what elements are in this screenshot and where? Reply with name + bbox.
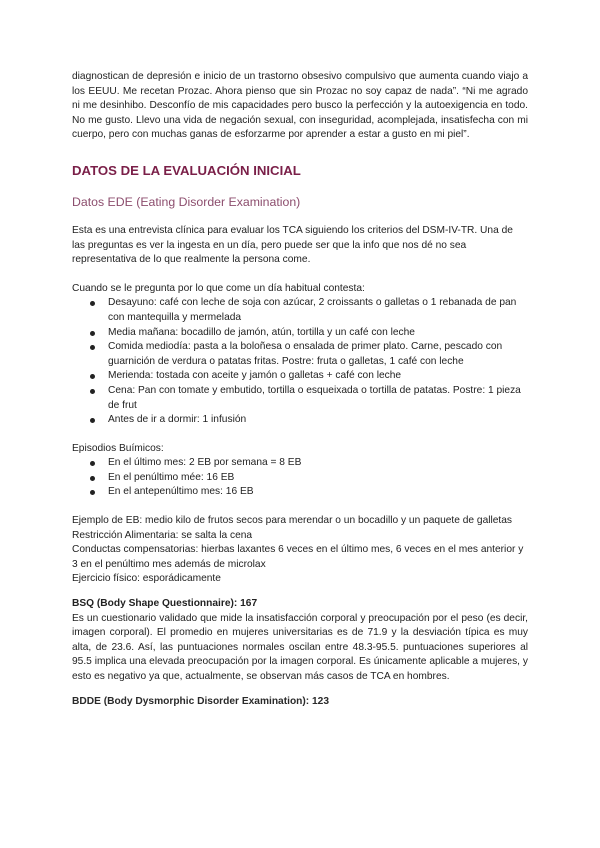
- list-item: Comida mediodía: pasta a la boloñesa o ensalada de primer plato. Carne, pescado con guarnición de verdura o patatas fritas. Postre: fruta o galletas, 1 café con leche: [72, 340, 528, 369]
- list-item: Antes de ir a dormir: 1 infusión: [72, 413, 528, 428]
- list-item: Cena: Pan con tomate y embutido, tortilla o esqueixada o tortilla de patatas. Postre: 1 pieza de frut: [72, 384, 528, 413]
- meals-intro: Cuando se le pregunta por lo que come un día habitual contesta:: [72, 282, 365, 294]
- episodes-list: [72, 456, 528, 500]
- list-item: Merienda: tostada con aceite y jamón o galletas + café con leche: [72, 369, 528, 384]
- bsq-title: BSQ (Body Shape Questionnaire): 167: [72, 598, 258, 610]
- exercise: Ejercicio físico: esporádicamente: [72, 573, 221, 585]
- ede-description: Esta es una entrevista clínica para evaluar los TCA siguiendo los criterios del DSM-IV-TR. Una de las preguntas es ver la ingesta en un día, pero puede ser que la info que nos dé no sea representativa de lo que realmente la persona come.: [72, 224, 513, 266]
- list-item: En el penúltimo mée: 16 EB: [72, 471, 528, 486]
- episodes-title: Episodios Buímicos:: [72, 442, 164, 454]
- subsection-title: Datos EDE (Eating Disorder Examination): [72, 194, 301, 209]
- list-item: En el antepenúltimo mes: 16 EB: [72, 485, 528, 500]
- eb-example: Ejemplo de EB: medio kilo de frutos secos para merendar o un bocadillo y un paquete de galletas: [72, 515, 513, 527]
- intro-paragraph: diagnostican de depresión e inicio de un trastorno obsesivo compulsivo que aumenta cuando viajo a los EEUU. Me recetan Prozac. Ahora pienso que sin Prozac no soy capaz de nada”. “Ni me agrado ni me desinhibo. Desconfío de mis capacidades pero busco la perfección y la autoexigencia en todo. No me gusto. Llevo una vida de negación sexual, con inseguridad, acomplejada, insatisfecha con mi cuerpo, pero con muchas ganas de esforzarme por aprender a estar a gusto en mi piel”.: [72, 71, 528, 141]
- list-item: En el último mes: 2 EB por semana = 8 EB: [72, 456, 528, 471]
- bsq-text: Es un cuestionario validado que mide la insatisfacción corporal y preocupación por el peso (es decir, imagen corporal). El promedio en mujeres universitarias es de 71.9 y la desviación típica es muy alta, de 23.6. Así, las puntuaciones normales oscilan entre 48.3-95.5. puntuaciones superiores al 95.5 implica una elevada preocupación por la imagen corporal. Es únicamente aplicable a mujeres, y esto es negativo ya que, actualmente, se observan más casos de TCA en hombres.: [72, 612, 528, 682]
- restriction: Restricción Alimentaria: se salta la cena: [72, 529, 253, 541]
- list-item: Media mañana: bocadillo de jamón, atún, tortilla y un café con leche: [72, 326, 528, 341]
- document-content: [72, 70, 528, 709]
- bdde-title: BDDE (Body Dysmorphic Disorder Examination): 123: [72, 695, 330, 707]
- section-title: DATOS DE LA EVALUACIÓN INICIAL: [72, 162, 301, 178]
- list-item: Desayuno: café con leche de soja con azúcar, 2 croissants o galletas o 1 rebanada de pan con mantequilla y mermelada: [72, 296, 528, 325]
- meals-list: [72, 296, 528, 427]
- compensatory-behaviours: Conductas compensatorias: hierbas laxantes 6 veces en el último mes, 6 veces en el mes anterior y 3 en el penúltimo mes además de microlax: [72, 544, 524, 570]
